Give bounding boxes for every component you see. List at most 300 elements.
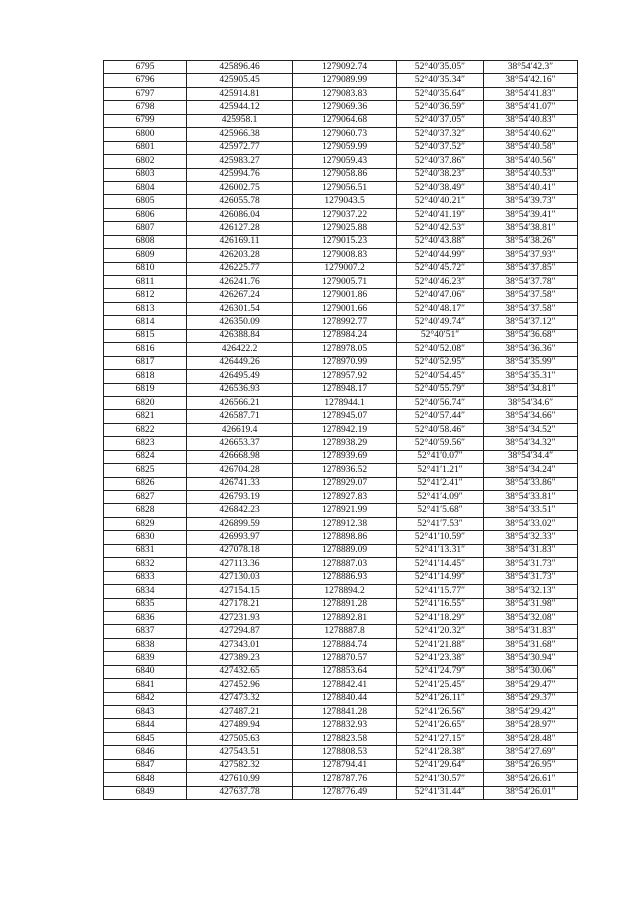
longitude-cell: 38°54′42.3″	[484, 61, 578, 74]
x-coordinate-cell: 426536.93	[187, 383, 293, 396]
table-row	[104, 343, 578, 356]
point-number-cell: 6835	[104, 598, 187, 611]
latitude-cell: 52°41′27.15″	[397, 732, 484, 745]
latitude-cell: 52°40′43.88″	[397, 235, 484, 248]
point-number-cell: 6806	[104, 208, 187, 221]
latitude-cell: 52°40′37.52″	[397, 141, 484, 154]
point-number-cell: 6832	[104, 558, 187, 571]
table-row	[104, 786, 578, 799]
longitude-cell: 38°54′37.85″	[484, 262, 578, 275]
latitude-cell: 52°40′37.05″	[397, 114, 484, 127]
point-number-cell: 6808	[104, 235, 187, 248]
table-row	[104, 773, 578, 786]
y-coordinate-cell: 1278823.58	[293, 732, 397, 745]
table-row	[104, 531, 578, 544]
latitude-cell: 52°40′35.34″	[397, 74, 484, 87]
y-coordinate-cell: 1278898.86	[293, 531, 397, 544]
longitude-cell: 38°54′34.4″	[484, 450, 578, 463]
coordinates-table-body	[104, 61, 578, 800]
longitude-cell: 38°54′36.68″	[484, 329, 578, 342]
y-coordinate-cell: 1278840.44	[293, 692, 397, 705]
table-row	[104, 316, 578, 329]
table-row	[104, 491, 578, 504]
latitude-cell: 52°40′37.86″	[397, 155, 484, 168]
point-number-cell: 6845	[104, 732, 187, 745]
longitude-cell: 38°54′41.07″	[484, 101, 578, 114]
longitude-cell: 38°54′39.73″	[484, 195, 578, 208]
table-row	[104, 719, 578, 732]
y-coordinate-cell: 1278887.8	[293, 625, 397, 638]
x-coordinate-cell: 426055.78	[187, 195, 293, 208]
point-number-cell: 6827	[104, 491, 187, 504]
x-coordinate-cell: 427505.63	[187, 732, 293, 745]
x-coordinate-cell: 427231.93	[187, 611, 293, 624]
point-number-cell: 6801	[104, 141, 187, 154]
y-coordinate-cell: 1279059.99	[293, 141, 397, 154]
latitude-cell: 52°40′38.23″	[397, 168, 484, 181]
point-number-cell: 6800	[104, 128, 187, 141]
latitude-cell: 52°40′35.64″	[397, 87, 484, 100]
point-number-cell: 6833	[104, 571, 187, 584]
x-coordinate-cell: 427389.23	[187, 652, 293, 665]
longitude-cell: 38°54′33.02″	[484, 517, 578, 530]
y-coordinate-cell: 1278957.92	[293, 370, 397, 383]
x-coordinate-cell: 426002.75	[187, 181, 293, 194]
x-coordinate-cell: 427078.18	[187, 544, 293, 557]
longitude-cell: 38°54′29.37″	[484, 692, 578, 705]
longitude-cell: 38°54′32.08″	[484, 611, 578, 624]
longitude-cell: 38°54′35.31″	[484, 370, 578, 383]
latitude-cell: 52°40′48.17″	[397, 302, 484, 315]
latitude-cell: 52°40′47.06″	[397, 289, 484, 302]
longitude-cell: 38°54′39.41″	[484, 208, 578, 221]
point-number-cell: 6820	[104, 396, 187, 409]
x-coordinate-cell: 427130.03	[187, 571, 293, 584]
x-coordinate-cell: 427487.21	[187, 706, 293, 719]
x-coordinate-cell: 426127.28	[187, 222, 293, 235]
y-coordinate-cell: 1278929.07	[293, 477, 397, 490]
point-number-cell: 6812	[104, 289, 187, 302]
y-coordinate-cell: 1278912.38	[293, 517, 397, 530]
latitude-cell: 52°40′38.49″	[397, 181, 484, 194]
table-row	[104, 383, 578, 396]
longitude-cell: 38°54′31.73″	[484, 571, 578, 584]
x-coordinate-cell: 425958.1	[187, 114, 293, 127]
longitude-cell: 38°54′33.51″	[484, 504, 578, 517]
table-row	[104, 168, 578, 181]
point-number-cell: 6811	[104, 276, 187, 289]
y-coordinate-cell: 1278992.77	[293, 316, 397, 329]
point-number-cell: 6819	[104, 383, 187, 396]
point-number-cell: 6822	[104, 423, 187, 436]
y-coordinate-cell: 1279007.2	[293, 262, 397, 275]
x-coordinate-cell: 426842.23	[187, 504, 293, 517]
point-number-cell: 6821	[104, 410, 187, 423]
point-number-cell: 6843	[104, 706, 187, 719]
x-coordinate-cell: 425914.81	[187, 87, 293, 100]
longitude-cell: 38°54′31.68″	[484, 638, 578, 651]
point-number-cell: 6841	[104, 679, 187, 692]
longitude-cell: 38°54′37.93″	[484, 249, 578, 262]
latitude-cell: 52°41′1.21″	[397, 464, 484, 477]
longitude-cell: 38°54′34.32″	[484, 437, 578, 450]
y-coordinate-cell: 1279059.43	[293, 155, 397, 168]
latitude-cell: 52°40′41.19″	[397, 208, 484, 221]
longitude-cell: 38°54′29.42″	[484, 706, 578, 719]
y-coordinate-cell: 1278808.53	[293, 746, 397, 759]
table-row	[104, 410, 578, 423]
table-row	[104, 276, 578, 289]
y-coordinate-cell: 1278884.74	[293, 638, 397, 651]
longitude-cell: 38°54′31.98″	[484, 598, 578, 611]
point-number-cell: 6810	[104, 262, 187, 275]
x-coordinate-cell: 426086.04	[187, 208, 293, 221]
latitude-cell: 52°41′14.99″	[397, 571, 484, 584]
x-coordinate-cell: 425966.38	[187, 128, 293, 141]
point-number-cell: 6844	[104, 719, 187, 732]
table-row	[104, 222, 578, 235]
y-coordinate-cell: 1278944.1	[293, 396, 397, 409]
latitude-cell: 52°40′36.59″	[397, 101, 484, 114]
y-coordinate-cell: 1278891.28	[293, 598, 397, 611]
table-row	[104, 235, 578, 248]
latitude-cell: 52°40′45.72″	[397, 262, 484, 275]
y-coordinate-cell: 1278832.93	[293, 719, 397, 732]
table-row	[104, 611, 578, 624]
point-number-cell: 6802	[104, 155, 187, 168]
latitude-cell: 52°40′35.05″	[397, 61, 484, 74]
latitude-cell: 52°41′10.59″	[397, 531, 484, 544]
y-coordinate-cell: 1279056.51	[293, 181, 397, 194]
table-row	[104, 571, 578, 584]
table-row	[104, 74, 578, 87]
y-coordinate-cell: 1278938.29	[293, 437, 397, 450]
y-coordinate-cell: 1278942.19	[293, 423, 397, 436]
longitude-cell: 38°54′26.95″	[484, 759, 578, 772]
y-coordinate-cell: 1278892.81	[293, 611, 397, 624]
x-coordinate-cell: 427473.32	[187, 692, 293, 705]
longitude-cell: 38°54′26.61″	[484, 773, 578, 786]
table-row	[104, 665, 578, 678]
point-number-cell: 6809	[104, 249, 187, 262]
latitude-cell: 52°40′55.79″	[397, 383, 484, 396]
x-coordinate-cell: 427489.94	[187, 719, 293, 732]
x-coordinate-cell: 427543.51	[187, 746, 293, 759]
point-number-cell: 6803	[104, 168, 187, 181]
longitude-cell: 38°54′34.6″	[484, 396, 578, 409]
latitude-cell: 52°41′25.45″	[397, 679, 484, 692]
table-row	[104, 437, 578, 450]
table-row	[104, 302, 578, 315]
longitude-cell: 38°54′30.94″	[484, 652, 578, 665]
y-coordinate-cell: 1278887.03	[293, 558, 397, 571]
latitude-cell: 52°40′56.74″	[397, 396, 484, 409]
table-row	[104, 585, 578, 598]
latitude-cell: 52°41′26.65″	[397, 719, 484, 732]
latitude-cell: 52°41′15.77″	[397, 585, 484, 598]
x-coordinate-cell: 427452.96	[187, 679, 293, 692]
point-number-cell: 6817	[104, 356, 187, 369]
x-coordinate-cell: 426495.49	[187, 370, 293, 383]
y-coordinate-cell: 1278841.28	[293, 706, 397, 719]
table-row	[104, 517, 578, 530]
point-number-cell: 6834	[104, 585, 187, 598]
table-row	[104, 746, 578, 759]
table-row	[104, 289, 578, 302]
x-coordinate-cell: 426241.76	[187, 276, 293, 289]
point-number-cell: 6815	[104, 329, 187, 342]
table-row	[104, 396, 578, 409]
point-number-cell: 6816	[104, 343, 187, 356]
x-coordinate-cell: 427637.78	[187, 786, 293, 799]
y-coordinate-cell: 1278853.64	[293, 665, 397, 678]
x-coordinate-cell: 426422.2	[187, 343, 293, 356]
point-number-cell: 6836	[104, 611, 187, 624]
point-number-cell: 6829	[104, 517, 187, 530]
x-coordinate-cell: 426619.4	[187, 423, 293, 436]
y-coordinate-cell: 1279060.73	[293, 128, 397, 141]
table-row	[104, 329, 578, 342]
latitude-cell: 52°41′18.29″	[397, 611, 484, 624]
table-row	[104, 61, 578, 74]
x-coordinate-cell: 425944.12	[187, 101, 293, 114]
y-coordinate-cell: 1278984.24	[293, 329, 397, 342]
table-row	[104, 759, 578, 772]
y-coordinate-cell: 1278939.69	[293, 450, 397, 463]
point-number-cell: 6823	[104, 437, 187, 450]
longitude-cell: 38°54′37.12″	[484, 316, 578, 329]
latitude-cell: 52°40′52.08″	[397, 343, 484, 356]
x-coordinate-cell: 426449.26	[187, 356, 293, 369]
point-number-cell: 6846	[104, 746, 187, 759]
y-coordinate-cell: 1278889.09	[293, 544, 397, 557]
latitude-cell: 52°40′52.95″	[397, 356, 484, 369]
latitude-cell: 52°41′0.07″	[397, 450, 484, 463]
y-coordinate-cell: 1279008.83	[293, 249, 397, 262]
y-coordinate-cell: 1278776.49	[293, 786, 397, 799]
longitude-cell: 38°54′38.81″	[484, 222, 578, 235]
point-number-cell: 6799	[104, 114, 187, 127]
x-coordinate-cell: 427178.21	[187, 598, 293, 611]
table-row	[104, 598, 578, 611]
table-row	[104, 558, 578, 571]
point-number-cell: 6807	[104, 222, 187, 235]
point-number-cell: 6826	[104, 477, 187, 490]
point-number-cell: 6814	[104, 316, 187, 329]
y-coordinate-cell: 1279089.99	[293, 74, 397, 87]
x-coordinate-cell: 427154.15	[187, 585, 293, 598]
latitude-cell: 52°41′26.11″	[397, 692, 484, 705]
latitude-cell: 52°41′31.44″	[397, 786, 484, 799]
point-number-cell: 6848	[104, 773, 187, 786]
y-coordinate-cell: 1279092.74	[293, 61, 397, 74]
latitude-cell: 52°41′7.53″	[397, 517, 484, 530]
x-coordinate-cell: 427294.87	[187, 625, 293, 638]
y-coordinate-cell: 1279069.36	[293, 101, 397, 114]
y-coordinate-cell: 1278886.93	[293, 571, 397, 584]
latitude-cell: 52°40′49.74″	[397, 316, 484, 329]
latitude-cell: 52°41′5.68″	[397, 504, 484, 517]
x-coordinate-cell: 426704.28	[187, 464, 293, 477]
latitude-cell: 52°41′21.88″	[397, 638, 484, 651]
latitude-cell: 52°41′24.79″	[397, 665, 484, 678]
point-number-cell: 6842	[104, 692, 187, 705]
point-number-cell: 6804	[104, 181, 187, 194]
x-coordinate-cell: 426741.33	[187, 477, 293, 490]
y-coordinate-cell: 1279015.23	[293, 235, 397, 248]
table-row	[104, 679, 578, 692]
longitude-cell: 38°54′41.83″	[484, 87, 578, 100]
y-coordinate-cell: 1278894.2	[293, 585, 397, 598]
x-coordinate-cell: 427582.32	[187, 759, 293, 772]
point-number-cell: 6813	[104, 302, 187, 315]
point-number-cell: 6840	[104, 665, 187, 678]
point-number-cell: 6839	[104, 652, 187, 665]
latitude-cell: 52°40′46.23″	[397, 276, 484, 289]
point-number-cell: 6797	[104, 87, 187, 100]
latitude-cell: 52°41′4.09″	[397, 491, 484, 504]
longitude-cell: 38°54′29.47″	[484, 679, 578, 692]
x-coordinate-cell: 426993.97	[187, 531, 293, 544]
point-number-cell: 6825	[104, 464, 187, 477]
x-coordinate-cell: 426267.24	[187, 289, 293, 302]
latitude-cell: 52°41′20.32″	[397, 625, 484, 638]
latitude-cell: 52°41′29.64″	[397, 759, 484, 772]
x-coordinate-cell: 427610.99	[187, 773, 293, 786]
table-row	[104, 477, 578, 490]
x-coordinate-cell: 427113.36	[187, 558, 293, 571]
x-coordinate-cell: 426899.59	[187, 517, 293, 530]
x-coordinate-cell: 427343.01	[187, 638, 293, 651]
table-row	[104, 450, 578, 463]
longitude-cell: 38°54′37.58″	[484, 289, 578, 302]
longitude-cell: 38°54′40.41″	[484, 181, 578, 194]
table-row	[104, 504, 578, 517]
y-coordinate-cell: 1278970.99	[293, 356, 397, 369]
latitude-cell: 52°41′13.31″	[397, 544, 484, 557]
table-row	[104, 101, 578, 114]
x-coordinate-cell: 425994.76	[187, 168, 293, 181]
x-coordinate-cell: 426388.84	[187, 329, 293, 342]
table-row	[104, 208, 578, 221]
longitude-cell: 38°54′31.83″	[484, 544, 578, 557]
longitude-cell: 38°54′37.78″	[484, 276, 578, 289]
longitude-cell: 38°54′28.97″	[484, 719, 578, 732]
point-number-cell: 6828	[104, 504, 187, 517]
longitude-cell: 38°54′34.66″	[484, 410, 578, 423]
longitude-cell: 38°54′40.62″	[484, 128, 578, 141]
latitude-cell: 52°41′16.55″	[397, 598, 484, 611]
table-row	[104, 249, 578, 262]
y-coordinate-cell: 1278794.41	[293, 759, 397, 772]
table-row	[104, 692, 578, 705]
latitude-cell: 52°40′42.53″	[397, 222, 484, 235]
table-row	[104, 356, 578, 369]
latitude-cell: 52°40′37.32″	[397, 128, 484, 141]
latitude-cell: 52°40′58.46″	[397, 423, 484, 436]
longitude-cell: 38°54′40.83″	[484, 114, 578, 127]
longitude-cell: 38°54′36.36″	[484, 343, 578, 356]
x-coordinate-cell: 426653.37	[187, 437, 293, 450]
latitude-cell: 52°41′28.38″	[397, 746, 484, 759]
longitude-cell: 38°54′28.48″	[484, 732, 578, 745]
longitude-cell: 38°54′38.26″	[484, 235, 578, 248]
y-coordinate-cell: 1278787.76	[293, 773, 397, 786]
latitude-cell: 52°41′26.56″	[397, 706, 484, 719]
latitude-cell: 52°40′54.45″	[397, 370, 484, 383]
y-coordinate-cell: 1279005.71	[293, 276, 397, 289]
latitude-cell: 52°40′40.21″	[397, 195, 484, 208]
longitude-cell: 38°54′40.58″	[484, 141, 578, 154]
longitude-cell: 38°54′42.16″	[484, 74, 578, 87]
table-row	[104, 114, 578, 127]
x-coordinate-cell: 427432.65	[187, 665, 293, 678]
longitude-cell: 38°54′27.69″	[484, 746, 578, 759]
y-coordinate-cell: 1278921.99	[293, 504, 397, 517]
table-row	[104, 141, 578, 154]
table-row	[104, 128, 578, 141]
point-number-cell: 6818	[104, 370, 187, 383]
point-number-cell: 6837	[104, 625, 187, 638]
y-coordinate-cell: 1278936.52	[293, 464, 397, 477]
longitude-cell: 38°54′32.13″	[484, 585, 578, 598]
y-coordinate-cell: 1279043.5	[293, 195, 397, 208]
longitude-cell: 38°54′30.06″	[484, 665, 578, 678]
longitude-cell: 38°54′31.83″	[484, 625, 578, 638]
table-row	[104, 195, 578, 208]
longitude-cell: 38°54′33.81″	[484, 491, 578, 504]
x-coordinate-cell: 426203.28	[187, 249, 293, 262]
table-row	[104, 87, 578, 100]
latitude-cell: 52°41′2.41″	[397, 477, 484, 490]
point-number-cell: 6796	[104, 74, 187, 87]
point-number-cell: 6824	[104, 450, 187, 463]
point-number-cell: 6805	[104, 195, 187, 208]
x-coordinate-cell: 426566.21	[187, 396, 293, 409]
point-number-cell: 6798	[104, 101, 187, 114]
x-coordinate-cell: 426169.11	[187, 235, 293, 248]
latitude-cell: 52°40′51″	[397, 329, 484, 342]
longitude-cell: 38°54′34.81″	[484, 383, 578, 396]
table-row	[104, 638, 578, 651]
table-row	[104, 625, 578, 638]
longitude-cell: 38°54′34.24″	[484, 464, 578, 477]
y-coordinate-cell: 1279001.66	[293, 302, 397, 315]
y-coordinate-cell: 1279064.68	[293, 114, 397, 127]
y-coordinate-cell: 1279083.83	[293, 87, 397, 100]
y-coordinate-cell: 1278948.17	[293, 383, 397, 396]
latitude-cell: 52°40′59.56″	[397, 437, 484, 450]
point-number-cell: 6838	[104, 638, 187, 651]
longitude-cell: 38°54′32.33″	[484, 531, 578, 544]
longitude-cell: 38°54′37.58″	[484, 302, 578, 315]
longitude-cell: 38°54′34.52″	[484, 423, 578, 436]
point-number-cell: 6831	[104, 544, 187, 557]
longitude-cell: 38°54′40.56″	[484, 155, 578, 168]
latitude-cell: 52°40′57.44″	[397, 410, 484, 423]
point-number-cell: 6847	[104, 759, 187, 772]
point-number-cell: 6830	[104, 531, 187, 544]
longitude-cell: 38°54′40.53″	[484, 168, 578, 181]
table-row	[104, 706, 578, 719]
x-coordinate-cell: 426301.54	[187, 302, 293, 315]
latitude-cell: 52°40′44.99″	[397, 249, 484, 262]
latitude-cell: 52°41′14.45″	[397, 558, 484, 571]
point-number-cell: 6795	[104, 61, 187, 74]
x-coordinate-cell: 426225.77	[187, 262, 293, 275]
coordinates-table	[103, 60, 578, 800]
longitude-cell: 38°54′31.73″	[484, 558, 578, 571]
